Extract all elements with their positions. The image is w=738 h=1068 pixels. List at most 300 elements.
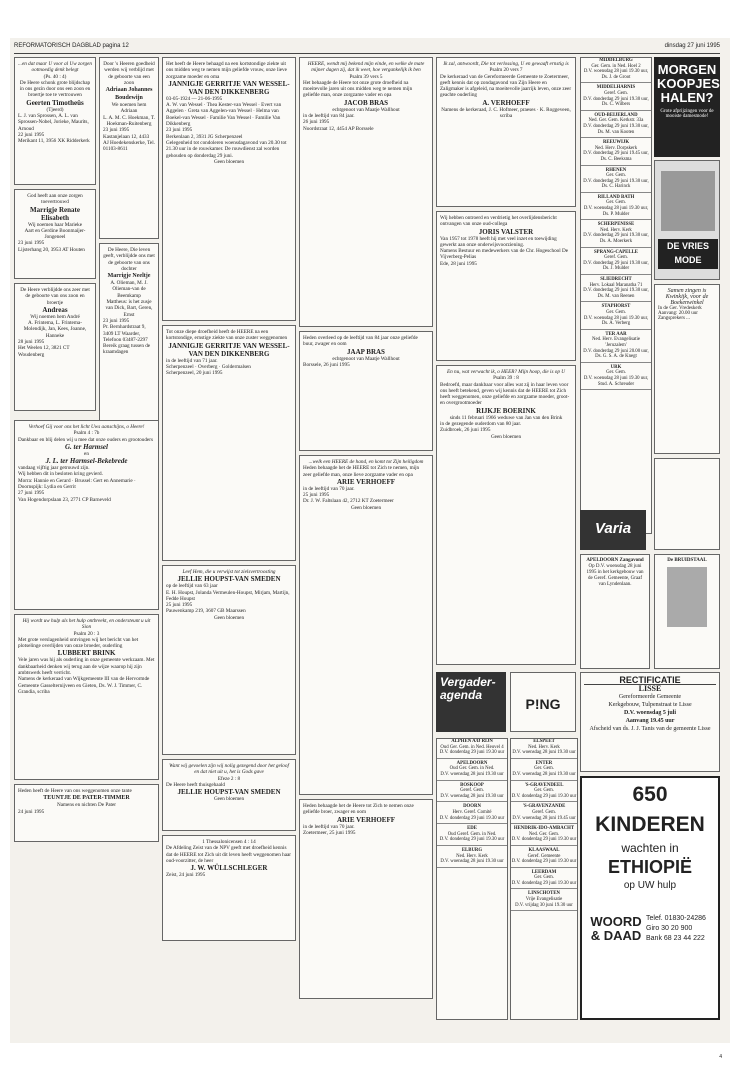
listing-item	[581, 58, 651, 83]
ad-line: wachten in	[621, 841, 679, 855]
notice-address: Lijsterhang 20, 3953 AT Houten	[18, 246, 85, 253]
listing-when: D.V. woensdag 28 juni 19.30 uur, Stud. A. Schreuder	[583, 375, 649, 387]
listing-place: ELBURG	[461, 847, 483, 853]
deceased-name: JACOB BRAS	[343, 98, 389, 107]
ad-headline: MORGEN KOOPJES HALEN?	[657, 62, 720, 105]
anniversary-notice	[14, 420, 159, 610]
apeldoorn-ad	[580, 554, 650, 669]
death-notice-arie-verhoeff-2	[299, 799, 433, 999]
notice-date: 23 juni 1995	[103, 127, 130, 134]
listing-when: D.V. woensdag 28 juni 19.30 uur, Ds. A. Verberg	[583, 315, 649, 327]
parents: Aart en Gerdine Boonmaijer-Jongeneel	[24, 227, 86, 241]
ad-line: Zangsprekers ...	[658, 316, 690, 321]
listing-separator	[581, 82, 651, 83]
death-notice-jacob-bras	[299, 57, 433, 327]
listing-when: D.V. donderdag 29 juni 19.30 uur	[511, 793, 577, 799]
spouse: echtgenoot van Maatje Wallhout	[332, 106, 400, 113]
listing-item	[581, 168, 651, 193]
ad-headline: De BRUIDSTAAL	[667, 558, 707, 563]
listing-item	[511, 783, 577, 803]
notice-quote: Hij wordt uw hulp als het hulp ontbreekt, en ondersteunt u uit Sion	[22, 618, 151, 631]
listing-item	[581, 277, 651, 302]
ad-headline: RECTIFICATIE	[584, 676, 716, 685]
listing-item	[437, 804, 507, 824]
listing-church: Ger. Gem.	[534, 766, 554, 772]
column-3	[162, 57, 296, 945]
listing-when: D.V. donderdag 29 juni 19.30 uur	[511, 837, 577, 843]
ad-line: Afscheid van ds. J. J. Tanis van de gemeente Lisse	[589, 726, 711, 732]
listing-item	[581, 304, 651, 329]
listing-separator	[581, 110, 651, 111]
ad-headline: APELDOORN Zangavond	[586, 558, 644, 563]
listing-separator	[581, 137, 651, 138]
child-name: Marrigje Neeltje	[107, 273, 151, 280]
deceased-name: JORIS VALSTER	[478, 227, 534, 236]
notice-ref: Psalm 20 : 3	[73, 630, 100, 637]
notice-date: Zeist, 24 juni 1995	[166, 872, 206, 879]
listing-when: D.V. woensdag 28 juni 19.30 uur	[440, 859, 504, 865]
listing-place: HENDRIK-IDO-AMBACHT	[513, 826, 575, 832]
life-dates: 03-05-1924 — 21-06-1995	[166, 95, 223, 102]
listing-separator	[581, 362, 651, 363]
listing-place: LINSCHOTEN	[528, 891, 560, 897]
listing-when: D.V. donderdag 29 juni 19.30 uur	[439, 837, 505, 843]
listing-item	[437, 783, 507, 803]
no-flowers: Geen bloemen	[350, 504, 382, 511]
listing-item	[511, 739, 577, 759]
agenda-banner	[436, 672, 506, 732]
ad-place: LISSE	[638, 684, 662, 693]
spouse: echtgenoot van Maatje Wallhout	[332, 355, 400, 362]
column-4	[299, 57, 433, 1003]
listing-place: STAPHORST	[601, 304, 631, 310]
listing-separator	[581, 274, 651, 275]
listing-item	[437, 848, 507, 868]
listing-place: RILLAND BATH	[597, 194, 635, 200]
notice-address: Berkenlaan 2, 3931 JG Scherpenzeel	[166, 133, 243, 140]
listing-when: D.V. vrijdag 30 juni 19.30 uur	[515, 902, 573, 908]
agenda-listings	[436, 738, 508, 1020]
siblings: Mattheus: is het zusje van Dick, Bart, Geren, Ernst	[105, 299, 153, 318]
death-notice-van-wessel-2	[162, 325, 296, 561]
listing-church: Oud Geref. Gem. in Ned.	[447, 831, 497, 837]
listing-separator	[511, 845, 577, 846]
listing-when: D.V. donderdag 29 juni 19.30 uur, Ds. C. Wilbers	[583, 96, 649, 108]
listing-place: APELDOORN	[456, 760, 488, 766]
listing-church: Geref. Gemeente	[527, 853, 561, 859]
notice-quote: Leef Hem, die u verwijst tot zielsvertroosting	[182, 569, 276, 575]
notice-date: 24 juni 1995	[18, 808, 45, 815]
listing-place: ENTER	[535, 760, 553, 766]
death-notice-valster	[436, 211, 576, 361]
listing-place: 'S-GRAVENDEEL	[524, 782, 564, 788]
notice-signature: Namens de kerkeraad van Wijkgemeente III van de Hervormde Gemeente Gasselternijveen en Gieten, Ds. W. J. Timmer, C. Grandia, scriba	[18, 676, 150, 695]
notice-intro: Tot onze diepe droefheid heeft de HEERE na een kortstondige, ernstige ziekte van onze zuster weggenomen	[166, 329, 288, 342]
birth-notice-geerten	[14, 57, 96, 185]
notice-ref: Efeze 2 : 8	[217, 775, 241, 782]
deceased-name: A. VERHOEFF	[482, 98, 530, 107]
listing-when: D.V. woensdag 28 juni 19.30 uur	[440, 793, 504, 799]
death-notice-houpst	[162, 565, 296, 755]
woord-daad-logo: WOORD & DAAD	[590, 914, 642, 943]
deceased-name: ARIE VERHOEFF	[336, 815, 396, 824]
listing-item	[437, 761, 507, 781]
listing-separator	[511, 758, 577, 759]
varia-banner	[580, 510, 646, 550]
notice-ref: Psalm 39 vers 5	[349, 73, 383, 80]
notice-intro: Dankbaar en blij delen wij u mee dat onze ouders en grootouders	[18, 436, 153, 443]
notice-ref: 1 Thessalonicensen 4 : 14	[202, 839, 256, 845]
notice-date: 28 juni 1995	[18, 339, 45, 346]
notice-intro: Het heeft de Heere behaagd na een kortstondige ziekte uit ons midden weg te nemen mijn geliefde vrouw, onze lieve zorgzame moeder en oma	[166, 61, 287, 80]
notice-quote: HEERE, wendt mij bekend mijn einde, en welke de mate mijner dagen zij, dat ik weet, hoe vergankelijk ik ben	[307, 61, 425, 74]
notice-address: Kastanjelaan 12, 4433 AJ Hoedekenskerke, Tel. 01103-8611	[103, 133, 155, 153]
notice-intro: Wij hebben ontroerd en verdrietig het overlijdensbericht ontvangen van onze oud-collega	[440, 215, 557, 228]
listing-when: D.V. woensdag 28 juni 19.30 uur, Ds. J. de Groot	[583, 69, 649, 80]
church-notice-verhoeff	[436, 57, 576, 207]
child-name: Andreas	[42, 305, 68, 314]
deceased-age: in de gezegende ouderdom van 80 jaar.	[440, 421, 522, 428]
listing-church: Geref. Gem.	[604, 90, 628, 96]
family: E. H. Houpst, Jolanda Vermeulen-Houpst, Mirjam, Martijn, Fedde Houpst	[166, 589, 290, 602]
notice-quote: Want wij gevoelen zijn wij nolig gezegend door het geloof en dat niet uit u, het is Gods gave	[169, 763, 289, 776]
notice-body: De Heere schonk grote blijdschap in ons gezin door ons een zoon en broertje toe te vertrouwen	[19, 79, 91, 99]
listing-separator	[511, 823, 577, 824]
notice-body: Gelegenheid tot condoleren woensdagavond van 20.30 tot 21.30 uur in de rouwkamer. De rouwdienst zal worden gehouden op donderdag 29 juni.	[166, 139, 287, 159]
notice-date: 26 juni 1995	[303, 119, 330, 126]
death-notice-boerink	[436, 365, 576, 665]
listing-church: Ned. Ger. Gem.	[528, 831, 560, 837]
listing-when: D.V. donderdag 29 juni 19.30 uur, Ds. A. Moerkerk	[583, 233, 649, 245]
bride-photo	[667, 567, 707, 627]
notice-family: Namens en nichten De Pater	[56, 802, 117, 809]
listing-church: Ned. Herv. Kerk	[528, 744, 560, 750]
notice-intro: Heden behaagde het de Heere tot Zich te nemen onze geliefde broer, zwager en oom	[303, 803, 414, 816]
listing-place: URK	[610, 364, 622, 370]
notice-date: 25 juni 1995	[166, 602, 193, 609]
listing-when: D.V. donderdag 29 juni 19.30 uur	[439, 750, 505, 756]
listing-when: D.V. donderdag 29 juni 19.30 uur	[511, 859, 577, 865]
notice-signature: Namens de kerkeraad, J. C. Hofmeer, praeses · K. Roggeveen, scriba	[441, 106, 571, 120]
listing-when: D.V. woensdag 28 juni 19.30 uur	[512, 771, 576, 777]
listing-when: D.V. woensdag 28 juni 19.30 uur, Ds. P. Mulder	[583, 206, 649, 217]
page-folio: 4	[719, 1054, 722, 1060]
listing-church: Ned. Herv. Kerk	[456, 853, 488, 859]
child-name: Adriaan Johannes Boudewijn	[105, 87, 153, 102]
woord-daad-ad	[580, 776, 720, 1020]
ping-logo: P!NG	[525, 696, 561, 712]
no-flowers: Geen bloemen	[213, 158, 245, 165]
listing-item	[511, 870, 577, 890]
notice-date: Zoetermeer, 25 juni 1995	[303, 829, 356, 836]
ad-headline: Samen zingen is Kwinkijk, voor de Boekenwinkel	[665, 288, 709, 306]
column-1-lower	[14, 420, 159, 846]
deceased-name: ARIE VERHOEFF	[336, 477, 396, 486]
issue-date: dinsdag 27 juni 1995	[664, 43, 720, 49]
notice-date: 23 juni 1995	[166, 127, 193, 134]
child-nickname: Wij noemen haar Marieke	[27, 221, 83, 228]
notice-ref: Psalm 20 vers 7	[489, 67, 523, 74]
listing-place: MIDDELHARNIS	[596, 85, 636, 91]
notice-address: Van Hogendorpslaan 23, 2771 CP Barneveld	[18, 496, 111, 503]
parents: A. Olieman, M. J. Olieman-van de Beemkamp	[110, 280, 148, 299]
notice-intro: Bedroefd, maar dankbaar voor alles wat zij in haar leven voor ons heeft betekend, geven wij kennis dat de HEERE tot Zich heeft weggenomen, onze geliefde en zorgzame moeder, groot- en overgrootmoeder	[440, 381, 570, 407]
death-notice-jaap-bras	[299, 331, 433, 451]
listing-place: 'S-GRAVENZANDE	[522, 804, 566, 810]
child-nickname: (Tjeerd)	[46, 106, 64, 113]
child-nickname: Wij noemen hem André	[30, 313, 80, 320]
death-notice-teuntje	[14, 784, 159, 842]
listing-item	[581, 195, 651, 220]
listing-place: KLAASWAAL	[528, 847, 560, 853]
listing-separator	[437, 823, 507, 824]
notice-quote: Verhoef Gij voor ons het licht Uws aanschijns, o Heere!	[28, 424, 145, 430]
notice-address: Merikant 11, 3956 XK Ridderkerk	[18, 138, 90, 145]
listing-separator	[511, 867, 577, 868]
deceased-name: RIJKJE BOERINK	[476, 406, 536, 415]
listing-separator	[437, 801, 507, 802]
ad-line: D.V. woensdag 5 juli	[623, 710, 677, 716]
widow-of: sinds 11 februari 1966 weduwe van Jan van den Brink	[449, 414, 563, 421]
deceased-age: op de leeftijd van 63 jaar	[166, 583, 218, 590]
listing-church: Ned. Herv. Kerk	[600, 227, 632, 233]
vries-mode-ad	[654, 160, 720, 280]
listing-place: SLIEDRECHT	[600, 277, 632, 282]
notice-address: Noordstraat 12, 4454 AP Borssele	[303, 125, 374, 132]
listing-separator	[511, 801, 577, 802]
ad-country: ETHIOPIË	[607, 857, 692, 877]
notice-extra: Bereik graag tussen de kraamdagen	[103, 343, 151, 356]
zangavond-ad	[654, 284, 720, 454]
listing-when: D.V. donderdag 29 juni 19.30 uur, Ds. C. Harinck	[583, 178, 649, 190]
listing-church: Oud Ger. Gem. in Ned. Heuvel 4	[440, 744, 504, 750]
listing-church: Ger. Gem.	[534, 788, 554, 794]
family: A. W. van Wessel · Thea Kester-van Wessel · Evert van Aggelen · Greta van Aggelen-van Wessel · Helma van Boekel-van Wessel · Familie Van Wessel · Familie Van Dikkenberg	[166, 102, 282, 128]
notice-signature: Namens Bestuur en medewerkers van de Chr. Hogeschool De Vijverberg-Pelias	[440, 248, 569, 261]
listing-item	[581, 113, 651, 138]
church-listings	[580, 57, 652, 534]
agenda-title: Vergader-agenda	[440, 675, 496, 702]
listing-place: SPRANG-CAPELLE	[594, 249, 638, 255]
death-notice-arie-verhoeff	[299, 455, 433, 795]
ad-line: In de Ger. Vredeskerk	[658, 306, 702, 311]
masthead	[14, 43, 720, 53]
ad-phone: Telef. 01830-24286	[646, 915, 706, 922]
listing-place: BOSKOOP	[460, 782, 484, 788]
no-flowers: Geen bloemen	[213, 614, 245, 621]
notice-body: God heeft aan onze zorgen toevertrouwd	[27, 193, 83, 206]
deceased-name: JANNIGJE GERRITJE VAN WESSEL-VAN DEN DIKKENBERG	[168, 341, 290, 358]
notice-address: Pauwenkamp 219, 3607 GB Maarssen	[166, 608, 246, 615]
listing-church: Oud Ger. Gem. in Ned.	[449, 766, 495, 772]
listing-separator	[581, 301, 651, 302]
listing-place: REEUWIJK	[602, 140, 630, 146]
notice-date: 23 juni 1995	[18, 240, 45, 247]
child-name: Geerten Timotheüs	[26, 98, 84, 107]
parents: L. J. van Sprossen, A. L. van Sprossen-Nobel, Jorieke, Maurits, Arnoud	[18, 113, 89, 132]
child-name: Marrigje Renate Elisabeth	[30, 205, 80, 222]
listing-place: ALPHEN A/D RIJN	[451, 739, 493, 744]
deceased-age: in de leeftijd van 84 jaar.	[303, 113, 355, 120]
notice-body: Vele jaren was hij als ouderling in onze gemeente werkzaam. Met dankbaarheid denken wij terug aan de wijze waarop hij zijn ambtswerk heeft verricht.	[18, 657, 155, 677]
listing-separator	[511, 780, 577, 781]
listing-church: Geref. Gem.	[604, 255, 628, 261]
listing-church: Herv. Geref. Comité	[452, 809, 492, 815]
morgen-koopjes-ad	[654, 57, 720, 157]
listing-church: Ned. Herv. Evangelisatie 'Jeruzalem'	[592, 337, 640, 348]
listing-item	[581, 332, 651, 363]
ping-ad	[510, 672, 576, 732]
masthead-rule	[14, 53, 720, 54]
notice-intro: Met grote verslagenheid ontvingen wij het bericht van het plotselinge overlijden van onze broeder, ouderling	[18, 636, 139, 650]
ad-line: op UW hulp	[623, 880, 677, 891]
notice-date: Zuidbroek, 26 juni 1995	[440, 427, 491, 434]
listing-separator	[437, 845, 507, 846]
listing-church: Ned. Herv. Dorpskerk	[594, 145, 638, 151]
deceased-name: LUBBERT BRINK	[57, 649, 116, 658]
deceased-name: JELLIE HOUPST-VAN SMEDEN	[177, 788, 281, 797]
death-notice-van-wessel	[162, 57, 296, 321]
listing-when: D.V. donderdag 29 juni 20.00 uur, Ds. G. S. A. de Knegt	[583, 348, 649, 360]
notice-body: Door 's Heeren goedheid werden wij verblijd met de geboorte van een zoon	[103, 61, 155, 86]
ad-line: Aanvang 19.45 uur	[625, 718, 675, 724]
ad-headline: 650 KINDEREN	[595, 783, 705, 836]
listing-when: D.V. donderdag 29 juni 19.30 uur, Ds. J. Mulder	[583, 260, 649, 272]
notice-date: Ede, 28 juni 1995	[440, 260, 477, 267]
listing-place: RHENEN	[605, 167, 627, 173]
ad-body: Op D.V. woensdag 28 juni 1995 in het kerkgebouw van de Geref. Gemeente, Graaf van Lyndenlaan.	[586, 564, 644, 587]
death-notice-wullschleger	[162, 835, 296, 941]
listing-church: Ger. Gem.	[606, 200, 626, 206]
listing-when: D.V. donderdag 29 juni 19.30 uur	[439, 815, 505, 821]
deceased-age: in de leeftijd van 70 jaar.	[303, 823, 355, 830]
listing-separator	[581, 247, 651, 248]
notice-date: 23 juni 1995	[103, 317, 130, 324]
column-2	[99, 57, 159, 425]
notice-intro: Heden heeft de Heere van ons weggenomen onze tante	[18, 788, 132, 794]
listing-when: D.V. woensdag 28 juni 19.30 uur	[512, 750, 576, 756]
listing-when: D.V. donderdag 29 juni 19.45 uur, Ds. C. Beeksma	[583, 151, 649, 162]
notice-quote: En nu, wat verwacht ik, o HEER? Mijn hoop, die is op U	[446, 369, 565, 375]
listing-church: Ger. Gem.	[606, 309, 626, 315]
listing-church: Ger. Gem. in Ned. Hoel 2	[591, 63, 641, 69]
birth-notice-andreas	[14, 283, 96, 411]
listing-item	[511, 891, 577, 911]
listing-separator	[437, 758, 507, 759]
listing-place: TER AAR	[605, 331, 627, 337]
deceased-name: TEUNTJE DE PATER-TIMMER	[43, 795, 130, 802]
conjunction: en	[84, 450, 89, 457]
death-notice-houpst-2	[162, 759, 296, 831]
notice-quote: ...en dat maar U voor al Uw zorgen ootmoedig denk belegt	[18, 61, 92, 74]
listing-separator	[581, 165, 651, 166]
notice-intro: Heden overleed op de leeftijd van 84 jaar onze geliefde buur, zwager en oom	[303, 335, 418, 348]
listing-when: D.V. donderdag 29 juni 19.30 uur, Ds. M. van Kooten	[583, 123, 649, 135]
listing-separator	[581, 192, 651, 193]
listing-separator	[437, 867, 507, 868]
listing-item	[437, 826, 507, 846]
ad-line: Kerkgebouw, Tulpenstraat te Lisse	[608, 702, 692, 708]
ornament-ad	[654, 458, 720, 550]
child-nickname: We noemen hem Adriaan	[111, 102, 147, 115]
anniversary-text: vandaag vijftig jaar getrouwd zijn.	[18, 465, 90, 472]
listing-place: MIDDELBURG	[599, 58, 633, 63]
no-flowers: Geen bloemen	[213, 796, 245, 803]
notice-intro: Heden behaagde het de HEERE tot Zich te nemen, mijn zeer geliefde man, onze lieve zorgzame vader en opa	[303, 465, 420, 478]
notice-address: Dr. J. W. Faltslaan 42, 2712 KT Zoetermeer	[303, 498, 394, 505]
listing-place: EDE	[467, 826, 477, 832]
notice-date: 22 juni 1995	[18, 131, 45, 138]
notice-intro: De Heere heeft thuisgehaald	[166, 781, 225, 788]
listing-church: Geref. Gem.	[460, 788, 484, 794]
notice-ref: (Ps. 40 : 4)	[43, 73, 67, 80]
deceased-age: in de leeftijd van 71 jaar.	[166, 357, 218, 364]
listing-church: Ger. Gem.	[534, 875, 554, 881]
no-flowers: Geen bloemen	[490, 433, 522, 440]
listing-church: Geref. Gem.	[532, 809, 556, 815]
rectificatie-ad	[580, 672, 720, 772]
birth-notice-marrigje-neeltje	[99, 243, 159, 421]
birth-notice-marrigje	[14, 189, 96, 279]
ad-subline: Grote afprijzingen voor de mooiste damesmode!	[660, 109, 714, 119]
listing-separator	[581, 329, 651, 330]
listing-separator	[437, 780, 507, 781]
listing-when: D.V. donderdag 29 juni 19.30 uur	[511, 880, 577, 886]
listing-separator	[511, 910, 577, 911]
husband-name: G. ter Harmsel	[65, 442, 108, 451]
church-listings-2	[510, 738, 578, 1020]
ad-church: Gereformeerde Gemeente	[618, 694, 682, 700]
notice-date: 25 juni 1995	[303, 492, 330, 499]
listing-item	[437, 739, 507, 759]
notice-intro: Het behaagde de Heere tot onze grote droefheid na moeitevolle jaren uit ons midden weg te nemen mijn geliefde man, onze zorgzame vader en opa	[303, 79, 413, 99]
listing-church: Vrije Evangelisatie	[525, 897, 563, 903]
listing-item	[581, 365, 651, 390]
notice-body: Wij hebben dit in besloten kring gevierd.	[18, 471, 103, 478]
listing-item	[511, 826, 577, 846]
listing-item	[581, 222, 651, 247]
varia-title: Varia	[594, 520, 632, 537]
listing-place: OUD-BEIJERLAND	[594, 112, 638, 118]
listing-church: Ger. Gem.	[606, 370, 626, 376]
family-places: Morra: Hannie en Gerard · Brussel: Gert en Annemarie · Doornspijk: Lydia en Gerrit	[18, 477, 136, 491]
listing-when: D.V. donderdag 29 juni 19.30 uur, Ds. M. van Reenen	[583, 288, 649, 299]
listing-item	[581, 85, 651, 110]
listing-item	[581, 250, 651, 275]
bruidstaal-ad	[654, 554, 720, 669]
notice-quote: Ik zal, antwoordt, Die tot verlossing, U en gewaaft ernstig is	[443, 61, 569, 67]
notice-body: De Heere, Die leven geeft, verblijdde ons met de geboorte van ons dochter	[103, 247, 155, 272]
family-places: Scherpenzeel · Overberg · Goldermalsen	[166, 363, 251, 370]
parents: A. Frintema, L. Frintema-Molendijk, Jan, Kees, Joanne, Hanneke	[23, 320, 87, 339]
column-1	[14, 57, 96, 415]
deceased-name: J. W. WÜLLSCHLEGER	[190, 864, 268, 873]
listing-place: ELSPEET	[533, 739, 555, 744]
fashion-photo	[661, 171, 715, 231]
deceased-name: JAAP BRAS	[347, 347, 385, 356]
notice-body: De Heere verblijdde ons zeer met de geboorte van ons zoon en broertje	[20, 287, 90, 306]
notice-date: 27 juni 1995	[18, 490, 45, 497]
notice-ref: Psalm 39 : 8	[493, 375, 519, 382]
notice-date: Scherpenzeel, 20 juni 1995	[166, 370, 223, 377]
newspaper-title: REFORMATORISCH DAGBLAD pagina 12	[14, 43, 129, 49]
notice-address: Het Weelen 12, 3821 CT Woudenberg	[18, 345, 70, 358]
listing-church: Herv. Lokaal Maranatha 71	[589, 282, 643, 288]
listing-when: D.V. woensdag 28 juni 19.30 uur	[440, 771, 504, 777]
wife-name: J. L. ter Harmsel-Bekebrede	[45, 457, 128, 466]
listing-separator	[511, 888, 577, 889]
notice-ref: Psalm 4 : 7b	[73, 430, 100, 437]
